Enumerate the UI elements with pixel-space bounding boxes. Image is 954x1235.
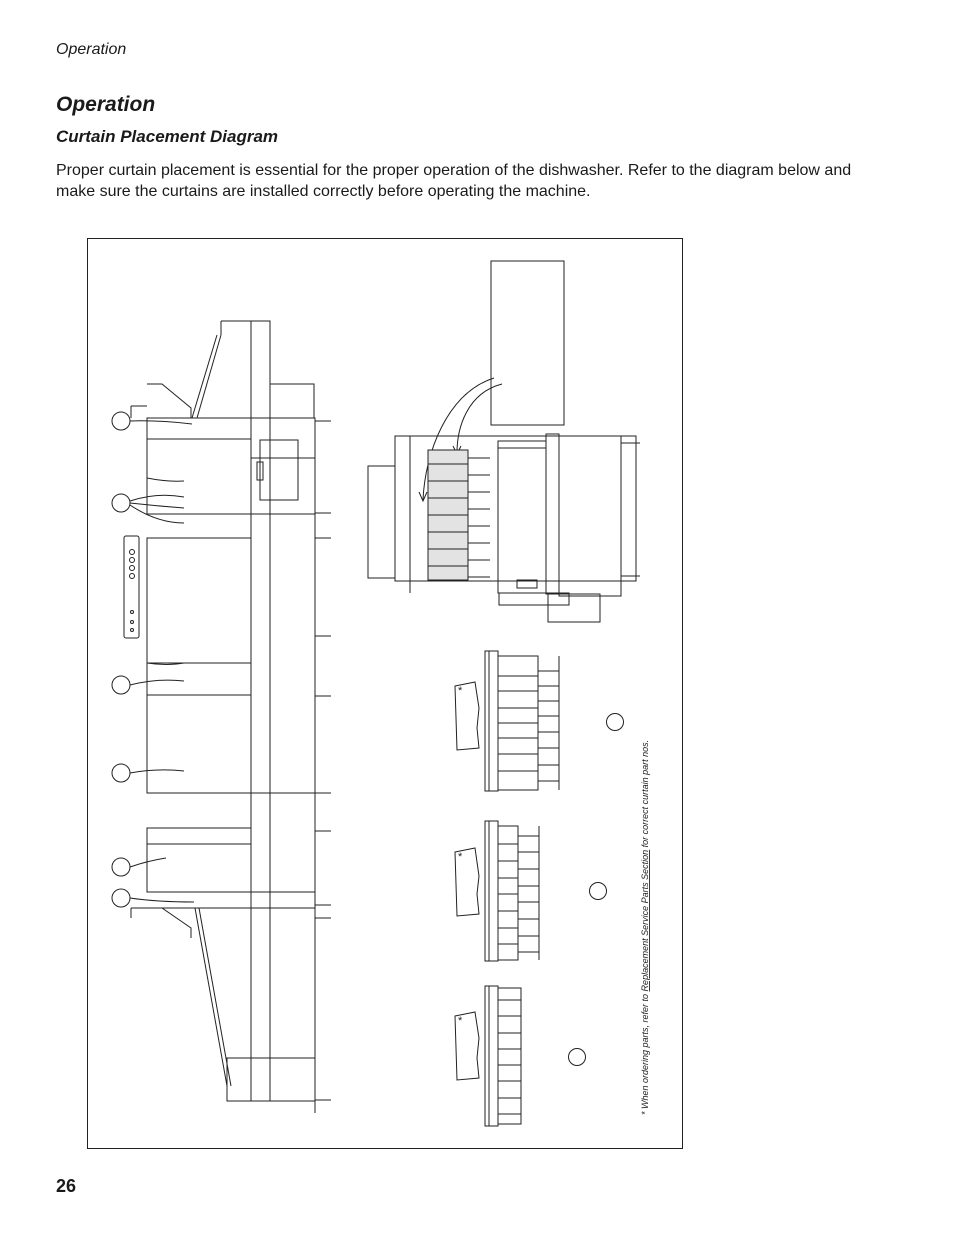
callout-circle xyxy=(569,1049,586,1066)
intro-paragraph: Proper curtain placement is essential for the proper operation of the dishwasher. Refer to the diagram below and make sure the curtains are installed correctly before operating the machine. xyxy=(56,162,852,200)
machine-side-view xyxy=(124,321,331,1113)
callout-circle xyxy=(112,412,130,430)
curtain-detail-small xyxy=(455,986,586,1126)
parts-note-link[interactable]: Replacement Service Parts Section xyxy=(640,849,650,992)
asterisk-mark: * xyxy=(458,1015,463,1027)
asterisk-mark: * xyxy=(458,851,463,863)
callout-markers xyxy=(112,412,130,907)
callout-circle xyxy=(590,883,607,900)
section-subtitle: Curtain Placement Diagram xyxy=(56,127,279,146)
machine-end-view xyxy=(368,261,640,622)
curtain-leaders xyxy=(130,421,194,902)
callout-circle xyxy=(112,764,130,782)
curtain-detail-medium xyxy=(455,821,607,961)
running-head: Operation xyxy=(56,41,127,58)
curtain-detail-large xyxy=(455,651,624,791)
parts-note xyxy=(640,740,650,1115)
callout-circle xyxy=(112,494,130,512)
callout-circle xyxy=(112,676,130,694)
page-number: 26 xyxy=(56,1176,77,1196)
callout-circle xyxy=(112,858,130,876)
callout-circle xyxy=(607,714,624,731)
curtain-placement-diagram xyxy=(87,238,683,1149)
callout-circle xyxy=(112,889,130,907)
page-title: Operation xyxy=(56,93,156,116)
asterisk-mark: * xyxy=(458,685,463,697)
parts-note-suffix: for correct curtain part nos. xyxy=(640,739,650,850)
parts-note-prefix: * When ordering parts, refer to xyxy=(640,991,650,1115)
